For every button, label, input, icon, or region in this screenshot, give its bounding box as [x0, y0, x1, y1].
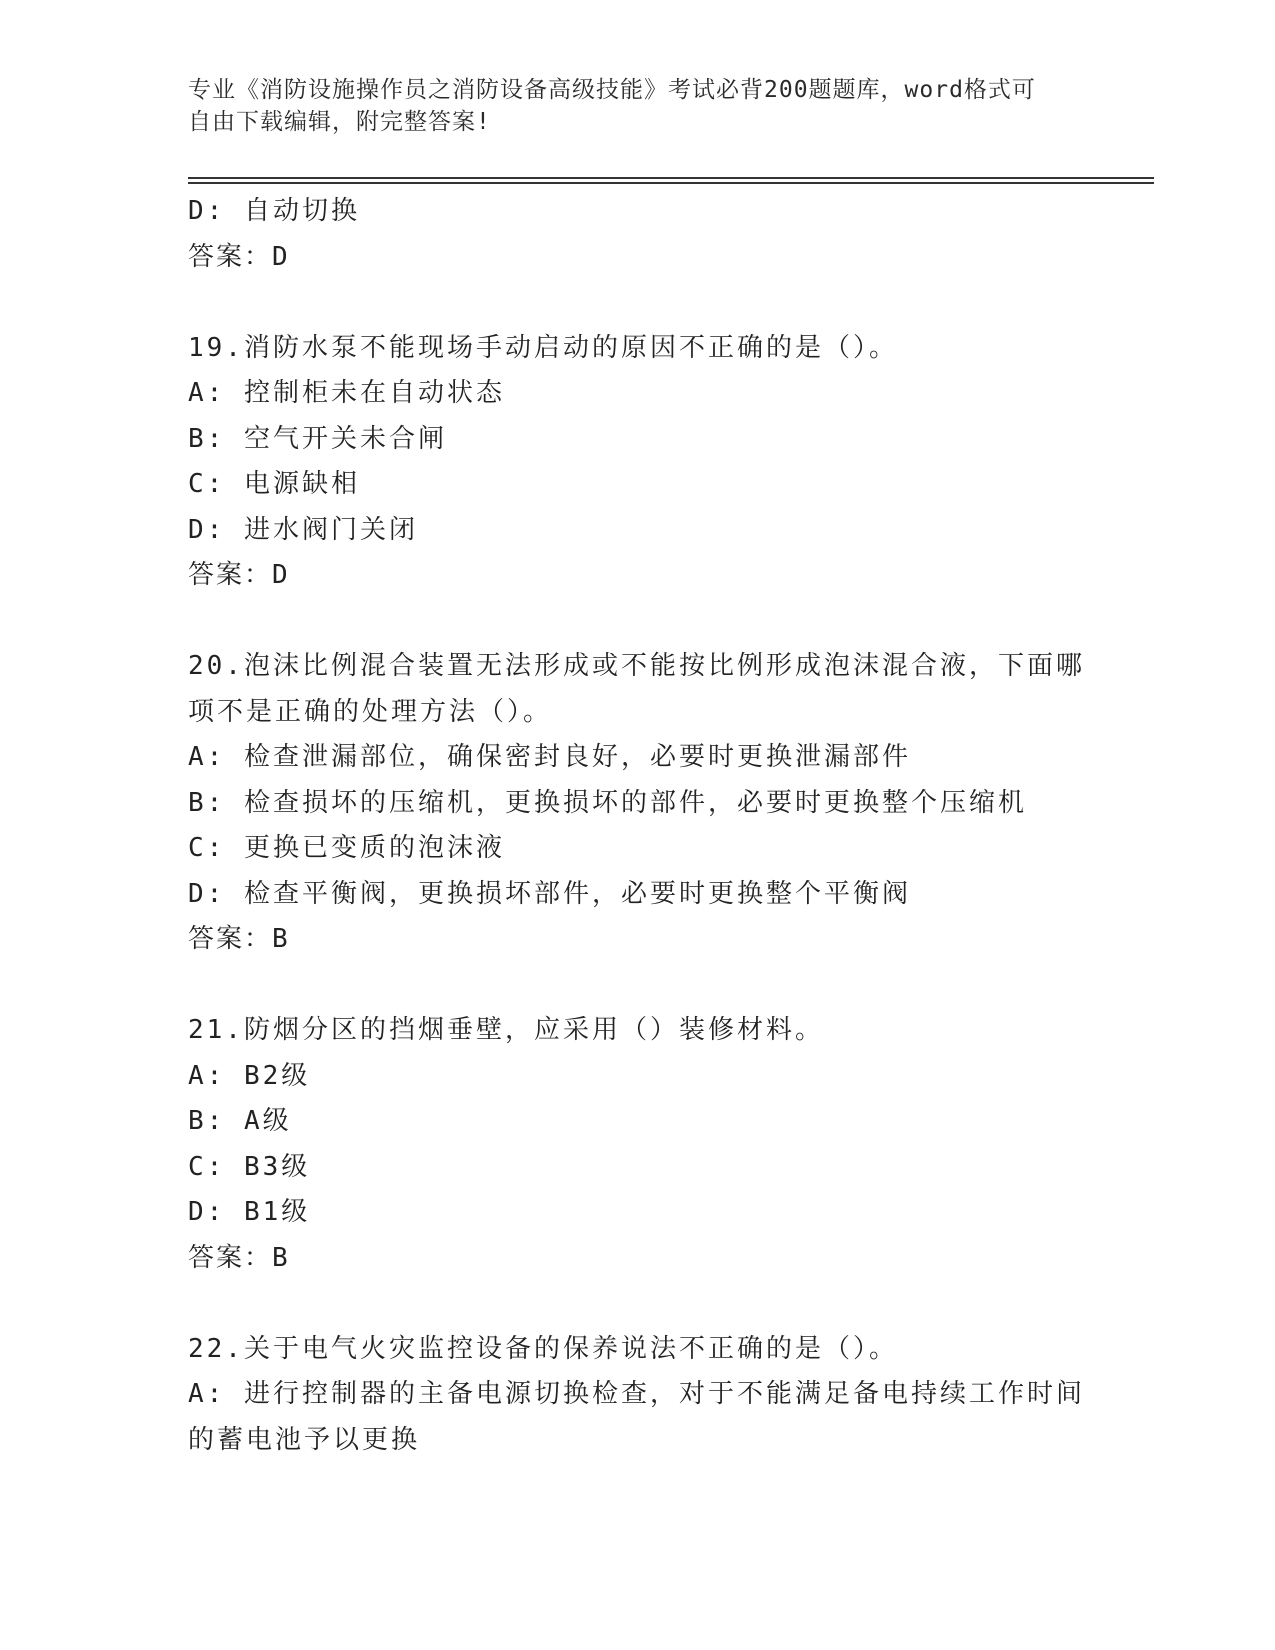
question-stem-19: 19.消防水泵不能现场手动启动的原因不正确的是（）。 — [188, 332, 898, 363]
question-stem-20-cont: 项不是正确的处理方法（）。 — [188, 696, 553, 727]
header-rule-top — [188, 177, 1154, 179]
spacer — [188, 1281, 1088, 1327]
option-c: C: 电源缺相 — [188, 469, 360, 499]
header-line-2: 自由下载编辑，附完整答案! — [188, 109, 491, 135]
option-d: D: B1级 — [188, 1197, 311, 1227]
option-a: A: 进行控制器的主备电源切换检查，对于不能满足备电持续工作时间 — [188, 1379, 1085, 1409]
spacer — [188, 599, 1088, 645]
option-b: B: A级 — [188, 1106, 292, 1136]
option-c: C: 更换已变质的泡沫液 — [188, 833, 505, 863]
option-d: D: 自动切换 — [188, 196, 360, 226]
document-header — [188, 74, 1068, 138]
answer-line: 答案：D — [188, 560, 290, 590]
answer-line: 答案：B — [188, 1242, 290, 1273]
question-content — [188, 189, 1088, 1463]
option-a: A: B2级 — [188, 1060, 311, 1091]
option-d: D: 进水阀门关闭 — [188, 514, 418, 545]
header-rule-bottom — [188, 182, 1154, 184]
answer-line: 答案：B — [188, 924, 290, 954]
header-line-1: 专业《消防设施操作员之消防设备高级技能》考试必背200题题库，word格式可 — [188, 77, 1036, 103]
question-stem-21: 21.防烟分区的挡烟垂壁，应采用（）装修材料。 — [188, 1015, 824, 1045]
option-c: C: B3级 — [188, 1151, 311, 1182]
answer-line: 答案：D — [188, 241, 290, 272]
option-b: B: 检查损坏的压缩机，更换损坏的部件，必要时更换整个压缩机 — [188, 787, 1027, 818]
option-d: D: 检查平衡阀，更换损坏部件，必要时更换整个平衡阀 — [188, 878, 911, 909]
option-a-cont: 的蓄电池予以更换 — [188, 1424, 421, 1455]
question-stem-20: 20.泡沫比例混合装置无法形成或不能按比例形成泡沫混合液，下面哪 — [188, 651, 1085, 681]
spacer — [188, 963, 1088, 1009]
question-stem-22: 22.关于电气火灾监控设备的保养说法不正确的是（）。 — [188, 1333, 898, 1364]
spacer — [188, 280, 1088, 326]
option-a: A: 检查泄漏部位，确保密封良好，必要时更换泄漏部件 — [188, 742, 911, 772]
option-b: B: 空气开关未合闸 — [188, 423, 447, 454]
option-a: A: 控制柜未在自动状态 — [188, 378, 505, 408]
